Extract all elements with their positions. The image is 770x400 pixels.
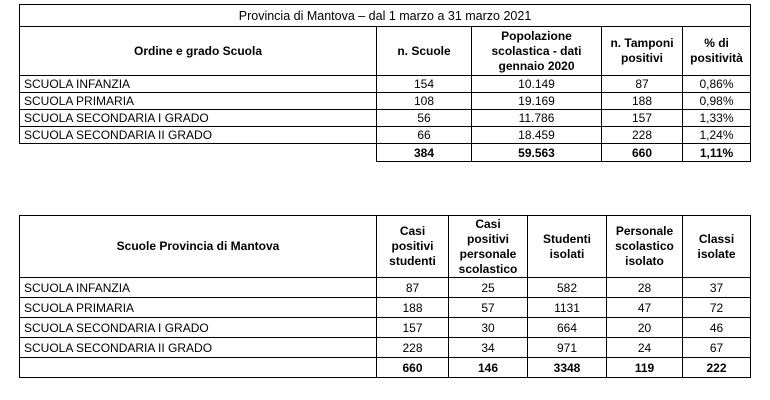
cell-popolazione: 11.786 bbox=[472, 110, 602, 127]
cell-casi-personale: 25 bbox=[449, 278, 528, 298]
cell-positivita: 0,98% bbox=[683, 93, 751, 110]
cell-positivita: 1,33% bbox=[683, 110, 751, 127]
cell-studenti-isolati: 971 bbox=[528, 338, 607, 358]
cell-scuole: 154 bbox=[377, 76, 472, 93]
table-row bbox=[20, 298, 751, 318]
cell-personale-isolato: 28 bbox=[607, 278, 683, 298]
col-header-casi-studenti: Casi positivi studenti bbox=[377, 216, 449, 278]
col-header-popolazione: Popolazione scolastica - dati gennaio 2020 bbox=[472, 27, 602, 76]
cell-tamponi: 87 bbox=[602, 76, 683, 93]
row-label: SCUOLA SECONDARIA I GRADO bbox=[20, 318, 377, 338]
cell-popolazione: 18.459 bbox=[472, 127, 602, 144]
row-label: SCUOLA PRIMARIA bbox=[20, 93, 377, 110]
col-header-ordine: Ordine e grado Scuola bbox=[20, 27, 377, 76]
totals-row bbox=[20, 144, 751, 162]
total-tamponi: 660 bbox=[602, 144, 683, 162]
table-row bbox=[20, 110, 751, 127]
table-title: Provincia di Mantova – dal 1 marzo a 31 marzo 2021 bbox=[20, 5, 751, 27]
cell-tamponi: 157 bbox=[602, 110, 683, 127]
total-classi: 222 bbox=[683, 358, 751, 378]
cell-casi-studenti: 87 bbox=[377, 278, 449, 298]
table-row bbox=[20, 278, 751, 298]
row-label: SCUOLA SECONDARIA I GRADO bbox=[20, 110, 377, 127]
totals-row bbox=[20, 358, 751, 378]
total-studenti-isolati: 3348 bbox=[528, 358, 607, 378]
cell-popolazione: 19.169 bbox=[472, 93, 602, 110]
cell-positivita: 1,24% bbox=[683, 127, 751, 144]
cell-studenti-isolati: 664 bbox=[528, 318, 607, 338]
cell-casi-personale: 57 bbox=[449, 298, 528, 318]
cases-table bbox=[19, 215, 751, 378]
cell-personale-isolato: 24 bbox=[607, 338, 683, 358]
cell-classi: 37 bbox=[683, 278, 751, 298]
col-header-personale-isolato: Personale scolastico isolato bbox=[607, 216, 683, 278]
cell-scuole: 108 bbox=[377, 93, 472, 110]
table-row bbox=[20, 338, 751, 358]
cell-studenti-isolati: 582 bbox=[528, 278, 607, 298]
cell-casi-studenti: 157 bbox=[377, 318, 449, 338]
cell-casi-studenti: 228 bbox=[377, 338, 449, 358]
row-label: SCUOLA SECONDARIA II GRADO bbox=[20, 338, 377, 358]
cell-positivita: 0,86% bbox=[683, 76, 751, 93]
cell-casi-personale: 30 bbox=[449, 318, 528, 338]
cell-casi-studenti: 188 bbox=[377, 298, 449, 318]
col-header-n-scuole: n. Scuole bbox=[377, 27, 472, 76]
total-personale-isolato: 119 bbox=[607, 358, 683, 378]
col-header-positivita: % di positività bbox=[683, 27, 751, 76]
totals-blank-cell bbox=[20, 358, 377, 378]
cell-classi: 46 bbox=[683, 318, 751, 338]
row-label: SCUOLA INFANZIA bbox=[20, 76, 377, 93]
cell-scuole: 66 bbox=[377, 127, 472, 144]
cell-classi: 72 bbox=[683, 298, 751, 318]
table-row bbox=[20, 76, 751, 93]
row-label: SCUOLA SECONDARIA II GRADO bbox=[20, 127, 377, 144]
total-positivita: 1,11% bbox=[683, 144, 751, 162]
positivity-table bbox=[19, 4, 751, 162]
cell-scuole: 56 bbox=[377, 110, 472, 127]
cell-tamponi: 228 bbox=[602, 127, 683, 144]
cell-studenti-isolati: 1131 bbox=[528, 298, 607, 318]
row-label: SCUOLA INFANZIA bbox=[20, 278, 377, 298]
cell-tamponi: 188 bbox=[602, 93, 683, 110]
cell-casi-personale: 34 bbox=[449, 338, 528, 358]
col-header-studenti-isolati: Studenti isolati bbox=[528, 216, 607, 278]
table-row bbox=[20, 318, 751, 338]
total-scuole: 384 bbox=[377, 144, 472, 162]
cell-classi: 67 bbox=[683, 338, 751, 358]
col-header-tamponi: n. Tamponi positivi bbox=[602, 27, 683, 76]
table-row bbox=[20, 93, 751, 110]
col-header-casi-personale: Casi positivi personale scolastico bbox=[449, 216, 528, 278]
cell-popolazione: 10.149 bbox=[472, 76, 602, 93]
table-row bbox=[20, 127, 751, 144]
row-label: SCUOLA PRIMARIA bbox=[20, 298, 377, 318]
total-casi-personale: 146 bbox=[449, 358, 528, 378]
cell-personale-isolato: 47 bbox=[607, 298, 683, 318]
col-header-scuole: Scuole Provincia di Mantova bbox=[20, 216, 377, 278]
total-casi-studenti: 660 bbox=[377, 358, 449, 378]
col-header-classi-isolate: Classi isolate bbox=[683, 216, 751, 278]
total-popolazione: 59.563 bbox=[472, 144, 602, 162]
cell-personale-isolato: 20 bbox=[607, 318, 683, 338]
totals-blank-cell bbox=[20, 144, 377, 162]
